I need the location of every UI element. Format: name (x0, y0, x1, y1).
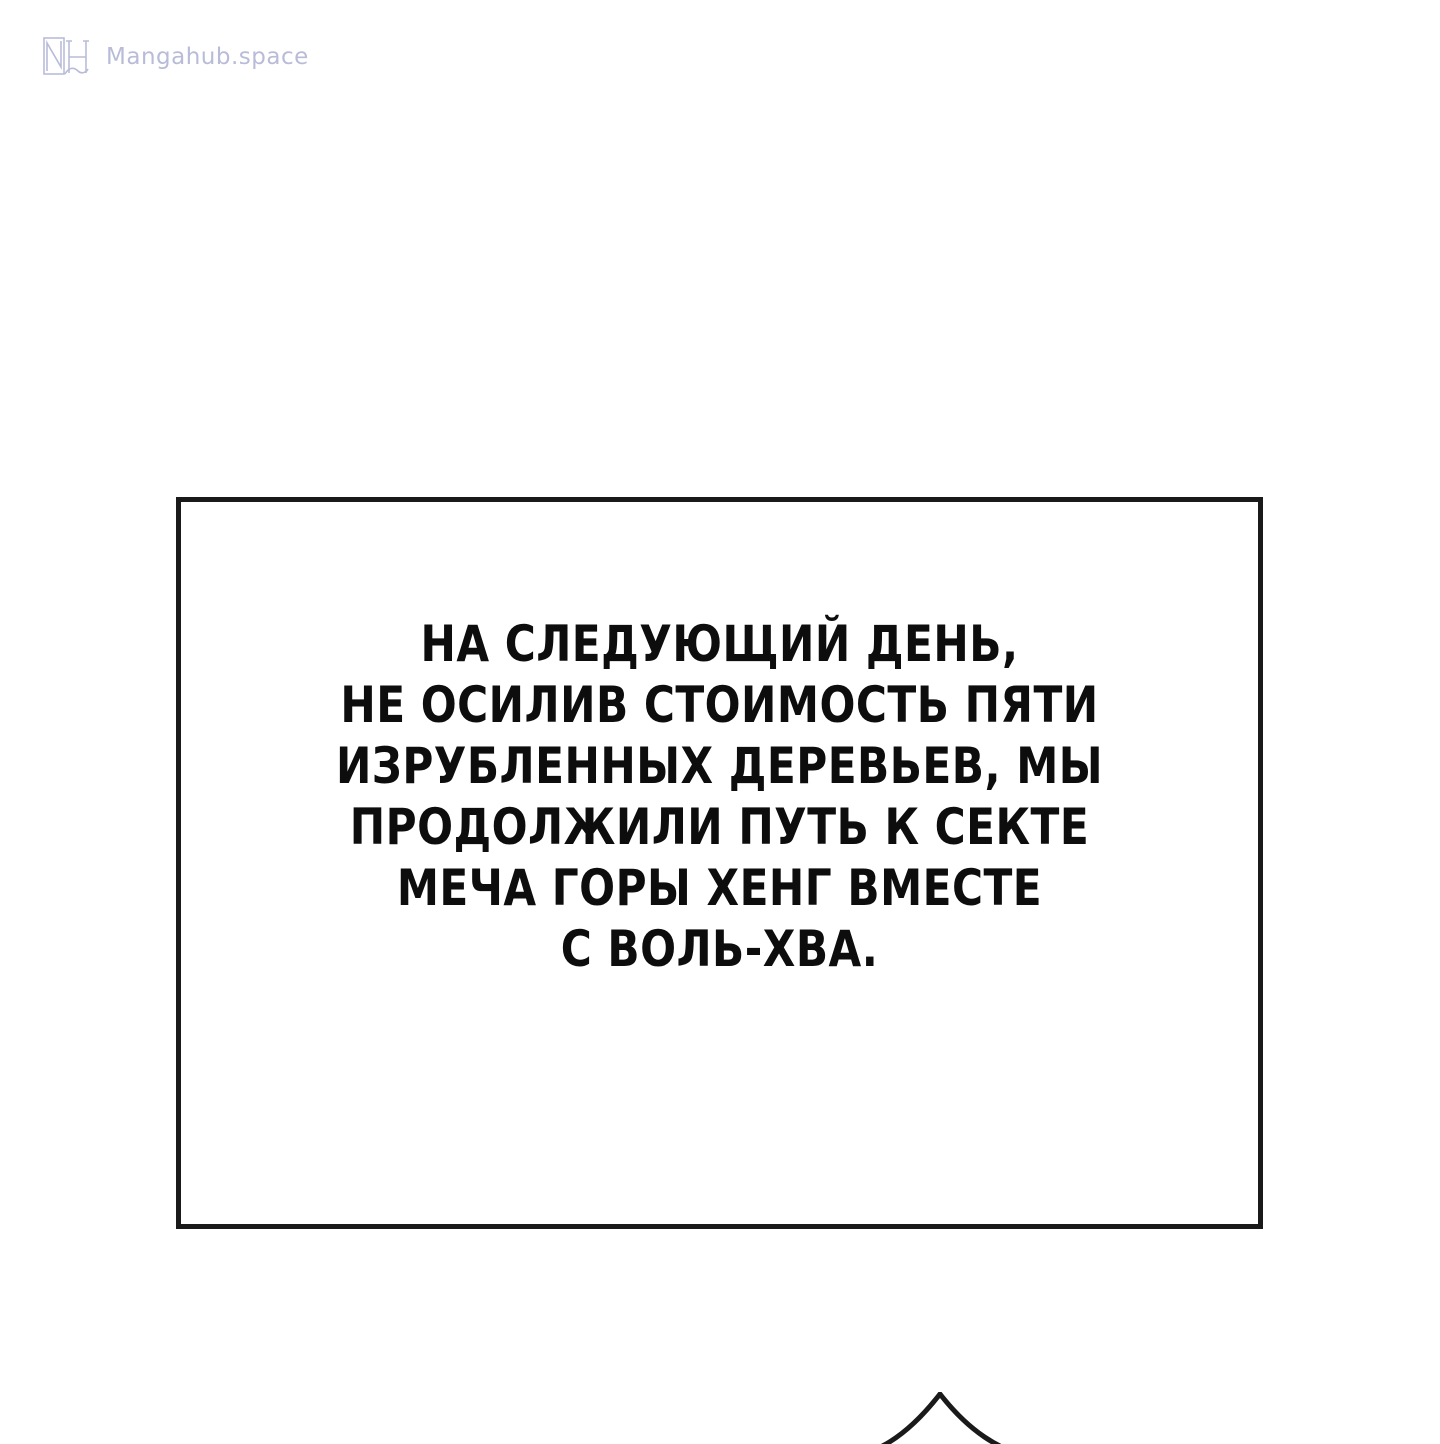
watermark (42, 34, 309, 80)
speech-bubble-tail-icon (852, 1392, 1032, 1444)
narration-line: МЕЧА ГОРЫ ХЕНГ ВМЕСТЕ (396, 859, 1043, 917)
narration-line: НА СЛЕДУЮЩИЙ ДЕНЬ, (420, 615, 1019, 673)
narration-line: НЕ ОСИЛИВ СТОИМОСТЬ ПЯТИ (340, 676, 1099, 734)
narration-line: ИЗРУБЛЕННЫХ ДЕРЕВЬЕВ, МЫ (335, 737, 1104, 795)
watermark-label: Mangahub.space (106, 44, 309, 70)
narration-text (213, 614, 1225, 980)
narration-line: С ВОЛЬ-ХВА. (560, 920, 879, 978)
nh-monogram-logo-icon (42, 34, 94, 80)
narration-line: ПРОДОЛЖИЛИ ПУТЬ К СЕКТЕ (349, 798, 1090, 856)
narration-panel (176, 497, 1263, 1229)
